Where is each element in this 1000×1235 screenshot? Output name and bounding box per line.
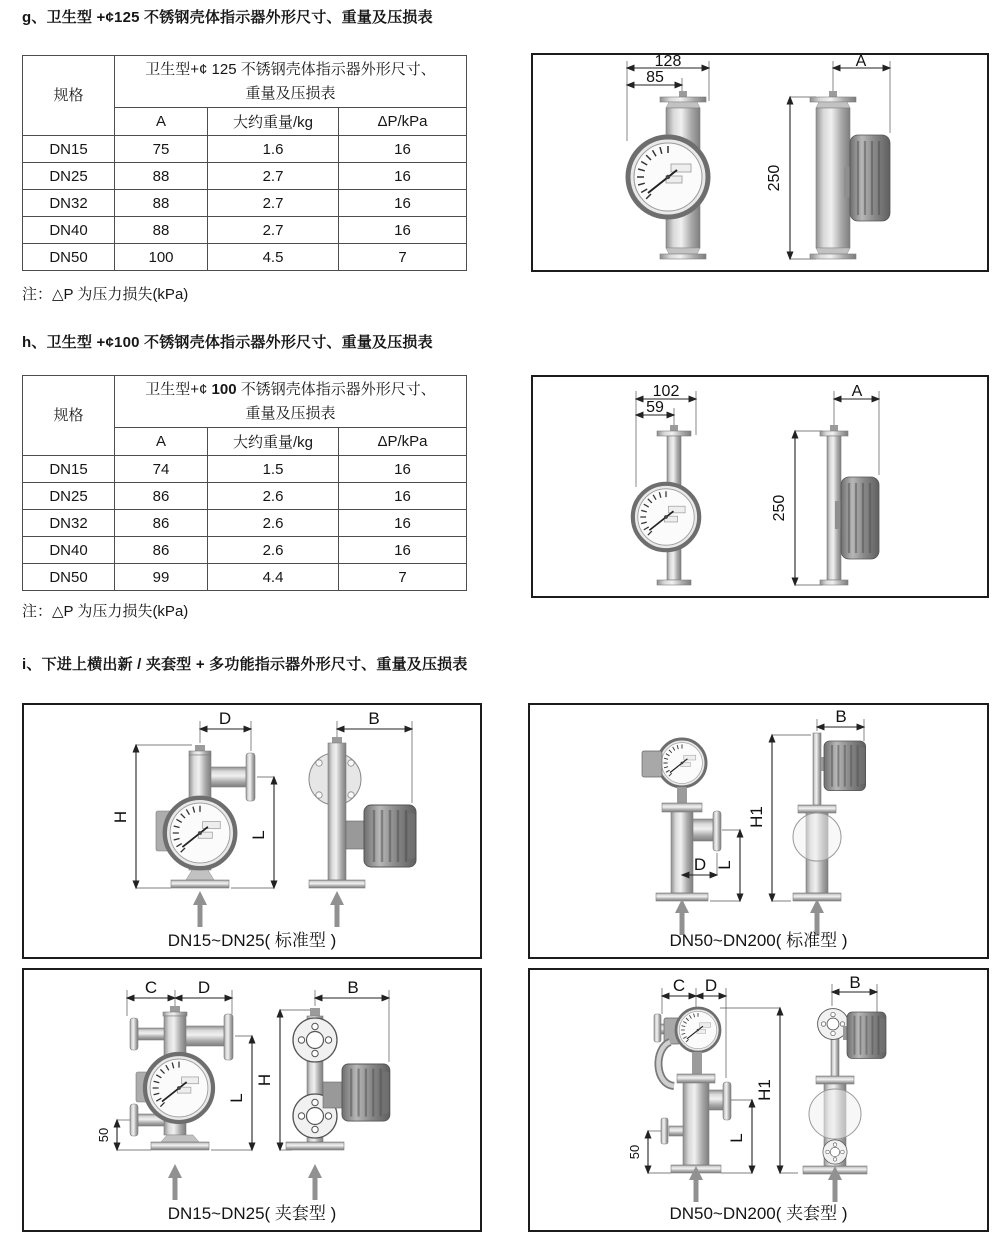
cell-spec: DN50 (23, 244, 115, 271)
transmitter-housing (342, 1064, 390, 1121)
flow-arrow-icon (308, 1164, 322, 1200)
dim-l-label: L (727, 1133, 746, 1143)
dial-gauge (628, 137, 708, 217)
cell-dp: 16 (339, 136, 467, 163)
cell-dp: 16 (339, 163, 467, 190)
table-row (23, 510, 467, 537)
table-row (23, 564, 467, 591)
cell-spec: DN50 (23, 564, 115, 591)
section-h-diagram-box (531, 375, 989, 598)
dim-d-label: D (197, 978, 211, 997)
col-header-dp: ΔP/kPa (339, 108, 467, 136)
table-row (23, 483, 467, 510)
table-title-number: 100 (207, 381, 241, 399)
dim-d-label: D (218, 709, 232, 728)
meter-front-view (633, 383, 699, 585)
table-row (23, 163, 467, 190)
diagram-box-dn50-dn200-jacketed (528, 968, 989, 1232)
table-title-number: 125 (207, 61, 241, 79)
bolt-flange (823, 1140, 847, 1164)
diagram-box-dn15-dn25-standard (22, 703, 482, 959)
dim-d-label: D (704, 976, 718, 995)
transmitter-housing (847, 1012, 886, 1059)
sanitary-125-drawing (533, 55, 983, 266)
diagram-box-dn15-dn25-jacketed (22, 968, 482, 1232)
dim-h-label: H (255, 1073, 274, 1087)
cell-a: 88 (115, 217, 208, 244)
dim-height-label: 250 (771, 494, 788, 522)
col-header-a: A (115, 108, 208, 136)
section-i-heading: i、下进上横出新 / 夹套型 + 多功能指示器外形尺寸、重量及压损表 (22, 656, 468, 673)
cell-spec: DN25 (23, 163, 115, 190)
diagram-box-dn50-dn200-standard (528, 703, 989, 959)
table-title-prefix: 卫生型+¢ (145, 61, 208, 79)
dn50-dn200-jacketed-drawing (530, 970, 983, 1226)
indicator-housing (841, 477, 879, 559)
table-row (23, 136, 467, 163)
meter-front-view (111, 709, 274, 927)
dim-side-width-label: A (855, 55, 867, 70)
cell-dp: 16 (339, 537, 467, 564)
table-title-prefix: 卫生型+¢ (145, 381, 208, 399)
dim-l-label: L (249, 830, 268, 840)
table-header-row (23, 376, 467, 428)
meter-front-view (642, 739, 740, 935)
cell-dp: 16 (339, 217, 467, 244)
cell-weight: 2.6 (208, 483, 339, 510)
cell-dp: 16 (339, 510, 467, 537)
col-header-weight: 大约重量/kg (208, 428, 339, 456)
cell-a: 75 (115, 136, 208, 163)
cell-spec: DN15 (23, 456, 115, 483)
transmitter-housing (364, 805, 416, 867)
cell-weight: 1.6 (208, 136, 339, 163)
cell-a: 86 (115, 483, 208, 510)
cell-spec: DN40 (23, 537, 115, 564)
cell-spec: DN32 (23, 510, 115, 537)
table-title-line2: 重量及压损表 (245, 404, 336, 422)
meter-side-view (766, 55, 890, 259)
table-title-line2: 重量及压损表 (245, 84, 336, 102)
cell-spec: DN15 (23, 136, 115, 163)
cell-a: 100 (115, 244, 208, 271)
cell-a: 88 (115, 190, 208, 217)
table-row (23, 217, 467, 244)
flow-arrow-icon (330, 891, 344, 927)
dim-c-label: C (672, 976, 686, 995)
dim-h-label: H (111, 810, 130, 824)
cell-dp: 16 (339, 190, 467, 217)
cell-weight: 2.6 (208, 510, 339, 537)
cell-dp: 7 (339, 244, 467, 271)
dial-gauge (633, 484, 699, 550)
meter-front-view (627, 55, 709, 259)
cell-a: 99 (115, 564, 208, 591)
dim-h1-label: H1 (747, 806, 766, 828)
cell-weight: 4.5 (208, 244, 339, 271)
meter-side-view (747, 707, 866, 935)
cell-dp: 16 (339, 456, 467, 483)
bolt-flange (293, 1018, 337, 1062)
dim-h1-label: H1 (755, 1079, 774, 1101)
section-g-table (22, 55, 467, 271)
dim-b-label: B (835, 707, 847, 726)
meter-side-view (771, 383, 879, 585)
transmitter-housing (824, 741, 866, 791)
cell-weight: 2.7 (208, 217, 339, 244)
dim-inner-width-label: 59 (646, 399, 664, 416)
diagram-caption: DN50~DN200( 夹套型 ) (669, 1204, 848, 1223)
cell-dp: 7 (339, 564, 467, 591)
spec-column-header: 规格 (23, 56, 115, 136)
cell-spec: DN25 (23, 483, 115, 510)
cell-weight: 4.4 (208, 564, 339, 591)
col-header-a: A (115, 428, 208, 456)
dial-gauge (145, 1054, 213, 1122)
table-title-cell (115, 376, 467, 428)
meter-side-view (803, 973, 886, 1202)
table-title-cell (115, 56, 467, 108)
section-g-heading: g、卫生型 +¢125 不锈钢壳体指示器外形尺寸、重量及压损表 (22, 9, 433, 26)
dim-l-label: L (227, 1093, 246, 1103)
cell-a: 88 (115, 163, 208, 190)
table-row (23, 456, 467, 483)
cell-dp: 16 (339, 483, 467, 510)
dim-b-label: B (849, 973, 861, 992)
dn15-dn25-jacketed-drawing (24, 970, 476, 1226)
section-h-note: 注：△P 为压力损失(kPa) (22, 603, 189, 620)
section-g-diagram-box (531, 53, 989, 272)
dial-gauge (676, 1008, 720, 1052)
cell-weight: 2.7 (208, 163, 339, 190)
cell-a: 86 (115, 510, 208, 537)
section-g-note: 注：△P 为压力损失(kPa) (22, 286, 189, 303)
table-row (23, 190, 467, 217)
dim-outer-width-label: 102 (652, 383, 680, 400)
dim-inner-width-label: 85 (646, 69, 664, 86)
table-title-rest: 不锈钢壳体指示器外形尺寸、 (240, 61, 436, 79)
cell-weight: 2.6 (208, 537, 339, 564)
dial-gauge (165, 798, 235, 868)
col-header-weight: 大约重量/kg (208, 108, 339, 136)
dial-gauge (658, 739, 706, 787)
dn15-dn25-standard-drawing (24, 705, 476, 953)
table-row (23, 537, 467, 564)
meter-side-view (309, 709, 416, 927)
diagram-caption: DN50~DN200( 标准型 ) (669, 931, 848, 950)
dn50-dn200-standard-drawing (530, 705, 983, 953)
diagram-caption: DN15~DN25( 夹套型 ) (167, 1204, 337, 1223)
sanitary-100-drawing (533, 377, 983, 592)
cell-a: 86 (115, 537, 208, 564)
flow-arrow-icon (168, 1164, 182, 1200)
meter-front-view (96, 978, 252, 1200)
section-h-heading: h、卫生型 +¢100 不锈钢壳体指示器外形尺寸、重量及压损表 (22, 334, 433, 351)
table-row (23, 244, 467, 271)
dim-side-width-label: A (851, 383, 863, 400)
cell-spec: DN32 (23, 190, 115, 217)
dim-offset-label: 50 (627, 1144, 642, 1160)
dim-outer-width-label: 128 (654, 55, 682, 70)
dim-offset-label: 50 (96, 1127, 111, 1143)
indicator-housing (850, 135, 890, 221)
flow-arrow-icon (193, 891, 207, 927)
cell-weight: 2.7 (208, 190, 339, 217)
dim-d-label: D (693, 855, 707, 874)
table-title-rest: 不锈钢壳体指示器外形尺寸、 (240, 381, 436, 399)
dim-l-label: L (715, 860, 734, 870)
dim-b-label: B (347, 978, 359, 997)
section-h-table (22, 375, 467, 591)
meter-front-view (627, 976, 798, 1202)
diagram-caption: DN15~DN25( 标准型 ) (167, 931, 337, 950)
dim-b-label: B (368, 709, 380, 728)
cell-spec: DN40 (23, 217, 115, 244)
col-header-dp: ΔP/kPa (339, 428, 467, 456)
cell-weight: 1.5 (208, 456, 339, 483)
cell-a: 74 (115, 456, 208, 483)
table-header-row (23, 56, 467, 108)
dim-c-label: C (144, 978, 158, 997)
meter-side-view (255, 978, 390, 1200)
dim-height-label: 250 (766, 164, 783, 192)
spec-column-header: 规格 (23, 376, 115, 456)
